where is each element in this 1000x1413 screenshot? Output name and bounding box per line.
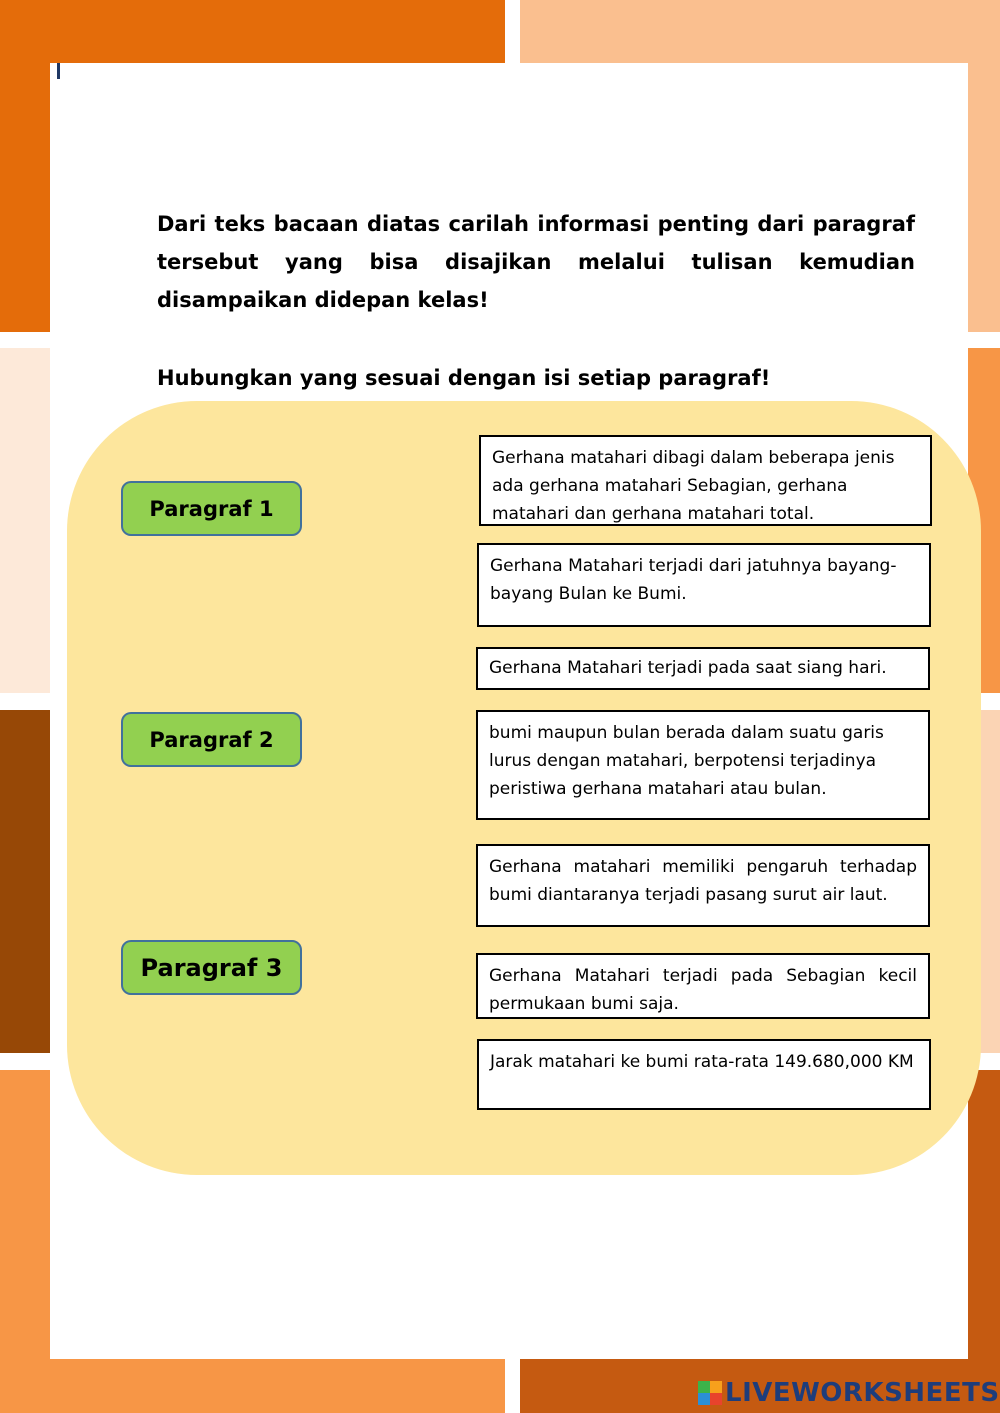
statement-3[interactable]: Gerhana Matahari terjadi pada saat siang hari. [476, 647, 930, 690]
text-cursor [57, 63, 60, 79]
paragraph-1-button[interactable]: Paragraf 1 [121, 481, 302, 536]
worksheet-page [50, 63, 968, 1359]
statement-2[interactable]: Gerhana Matahari terjadi dari jatuhnya bayang-bayang Bulan ke Bumi. [477, 543, 931, 627]
paragraph-2-button[interactable]: Paragraf 2 [121, 712, 302, 767]
statement-6[interactable]: Gerhana Matahari terjadi pada Sebagian kecil permukaan bumi saja. [476, 953, 930, 1019]
liveworksheets-icon [698, 1381, 722, 1405]
statement-4[interactable]: bumi maupun bulan berada dalam suatu garis lurus dengan matahari, berpotensi terjadinya peristiwa gerhana matahari atau bulan. [476, 710, 930, 820]
bg-block-mid-left [0, 348, 50, 693]
paragraph-3-button[interactable]: Paragraf 3 [121, 940, 302, 995]
brand-name: LIVEWORKSHEETS [725, 1378, 1000, 1408]
statement-5[interactable]: Gerhana matahari memiliki pengaruh terhadap bumi diantaranya terjadi pasang surut air laut. [476, 844, 930, 927]
instruction-text: Dari teks bacaan diatas carilah informasi penting dari paragraf tersebut yang bisa disajikan melalui tulisan kemudian disampaikan didepan kelas! [157, 212, 915, 312]
statement-7[interactable]: Jarak matahari ke bumi rata-rata 149.680,000 KM [477, 1039, 931, 1110]
matching-instruction: Hubungkan yang sesuai dengan isi setiap paragraf! [157, 366, 771, 390]
bg-block-low-left [0, 710, 50, 1053]
liveworksheets-logo [698, 1378, 1000, 1408]
statement-1[interactable]: Gerhana matahari dibagi dalam beberapa jenis ada gerhana matahari Sebagian, gerhana matahari dan gerhana matahari total. [479, 435, 932, 526]
